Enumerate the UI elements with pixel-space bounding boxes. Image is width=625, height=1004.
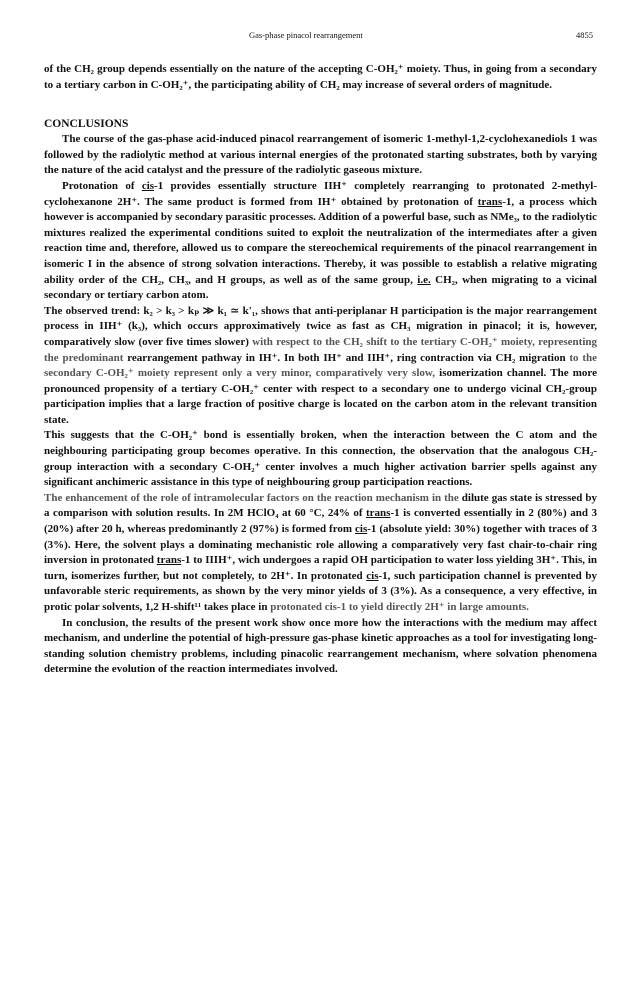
underlined-term: cis	[141, 179, 155, 192]
text-run: -1, such participation channel is prevented by unfavorable steric requirements, as shown by the very minor yields of 3 (3%). As a consequence, a very effective, in protic polar solvents, 1,2 H-shift¹¹ takes place in	[44, 569, 598, 613]
text-run: CH₂, when migrating to a vicinal secondary or tertiary carbon atom.	[44, 273, 597, 302]
faded-line: to the secondary C-OH₂⁺ moiety represent only a very minor, comparatively very slow,	[44, 351, 597, 380]
conclusions-paragraph-5	[44, 491, 597, 616]
underlined-term: i.e.	[417, 273, 431, 286]
journal-page	[44, 30, 597, 678]
page-number: 4855	[576, 30, 593, 40]
conclusions-paragraph-3	[44, 304, 597, 429]
conclusions-paragraph-1: The course of the gas-phase acid-induced pinacol rearrangement of isomeric 1-methyl-1,2-cyclohexanediols 1 was followed by the radiolytic method at various internal energies of the protonated starting substrates, both by varying the nature of the acid catalyst and the pressure of the radiolytic gaseous mixture.	[44, 133, 597, 177]
text-run: -1 to IIIH⁺, wich undergoes a rapid OH participation to water loss yielding 3H⁺. This, in turn, isomerizes further, but not completely, to 2H⁺. In protonated	[44, 554, 597, 582]
underlined-term: trans	[477, 195, 503, 208]
text-run: -1, a process which however is accompanied by secondary parasitic processes. Addition of a powerful base, such as NMe₃, to the radiolytic mixtures realized the experimental conditions suited to exploit the neutralization of the intermediates after a given reaction time and, therefore, allowed us to compare the stereochemical requirements of the pinacol rearrangement in isomeric I in the absence of strong solvation interactions. Thereby, it was possible to establish a relative migrating ability order of the CH₂, CH₃, and H groups, as well as of the same group,	[44, 195, 597, 286]
underlined-term: cis	[355, 523, 368, 536]
text-run: -1 provides essentially structure IIH⁺ completely rearranging to protonated 2-methyl-cyclohexanone 2H⁺. The same product is formed from IH⁺ obtained by protonation of	[44, 179, 597, 208]
conclusions-paragraph-2	[44, 179, 597, 304]
text-run: rearrangement pathway in IH⁺. In both IH⁺ and IIH⁺, ring contraction via CH₂ migration	[123, 351, 570, 364]
faded-line: protonated cis-1 to yield directly 2H⁺ in large amounts.	[270, 601, 529, 613]
intro-paragraph: of the CH₂ group depends essentially on the nature of the accepting C-OH₂⁺ moiety. Thus, in going from a secondary to a tertiary carbon in C-OH₂⁺, the participating ability of CH₂ may increase of several orders of magnitude.	[44, 63, 597, 91]
text-run: -1 (absolute yield: 30%) together with traces of 3 (3%). Here, the solvent plays a dominating mechanistic role allowing a comparatively very fast chair-to-chair ring inversion in protonated	[44, 523, 598, 567]
faded-line: The enhancement of the role of intramolecular factors on the reaction mechanism in the	[44, 491, 459, 504]
text-run: -1 is converted essentially in 2 (80%) and 3 (20%) after 20 h, whereas predominantly 2 (97%) is formed from	[44, 507, 597, 536]
text-run: isomerization channel. The more pronounced propensity of a tertiary C-OH₂⁺ center with respect to a secondary one to undergo vicinal CH₂-group participation implies that a large fraction of positive charge is located on the carbon atom in the relevant transition state.	[44, 367, 597, 426]
underlined-term: cis	[366, 569, 379, 582]
running-header	[44, 30, 597, 48]
running-title: Gas-phase pinacol rearrangement	[249, 30, 363, 40]
faded-line: with respect to the CH₂ shift to the tertiary C-OH₂⁺ moiety, representing the predominant	[44, 335, 597, 364]
conclusions-heading: CONCLUSIONS	[44, 118, 129, 131]
text-run: Protonation of	[62, 179, 142, 192]
text-run: The observed trend: k₂ > k₃ > kₚ ≫ k₁ ≃ k'₁, shows that anti-periplanar H participation is the major rearrangement process in IIH⁺ (k₃), which occurs approximatively twice as fast as CH₃ migration in pinacol; it is, however, comparatively slow (over five times slower)	[44, 304, 597, 348]
underlined-term: trans	[156, 554, 182, 567]
text-run: dilute gas state is stressed by a comparison with solution results. In 2M HClO₄ at 60 °C, 24% of	[44, 491, 597, 520]
underlined-term: trans	[366, 507, 391, 520]
conclusions-paragraph-6: In conclusion, the results of the present work show once more how the interactions with the medium may affect mechanism, and underline the potential of high-pressure gas-phase kinetic approaches as a tool for investigating long-standing solution chemistry problems, including pinacolic rearrangement mechanism, where solvation phenomena determine the evolution of the reaction intermediates involved.	[44, 616, 597, 676]
conclusions-paragraph-4: This suggests that the C-OH₂⁺ bond is essentially broken, when the interaction between the C atom and the neighbouring participating group becomes operative. In this connection, the observation that the analogous CH₂-group interaction with a secondary C-OH₂⁺ center involves a much higher activation barrier spells against any significant anchimeric assistance in this type of neighbouring group participation reactions.	[44, 429, 597, 489]
